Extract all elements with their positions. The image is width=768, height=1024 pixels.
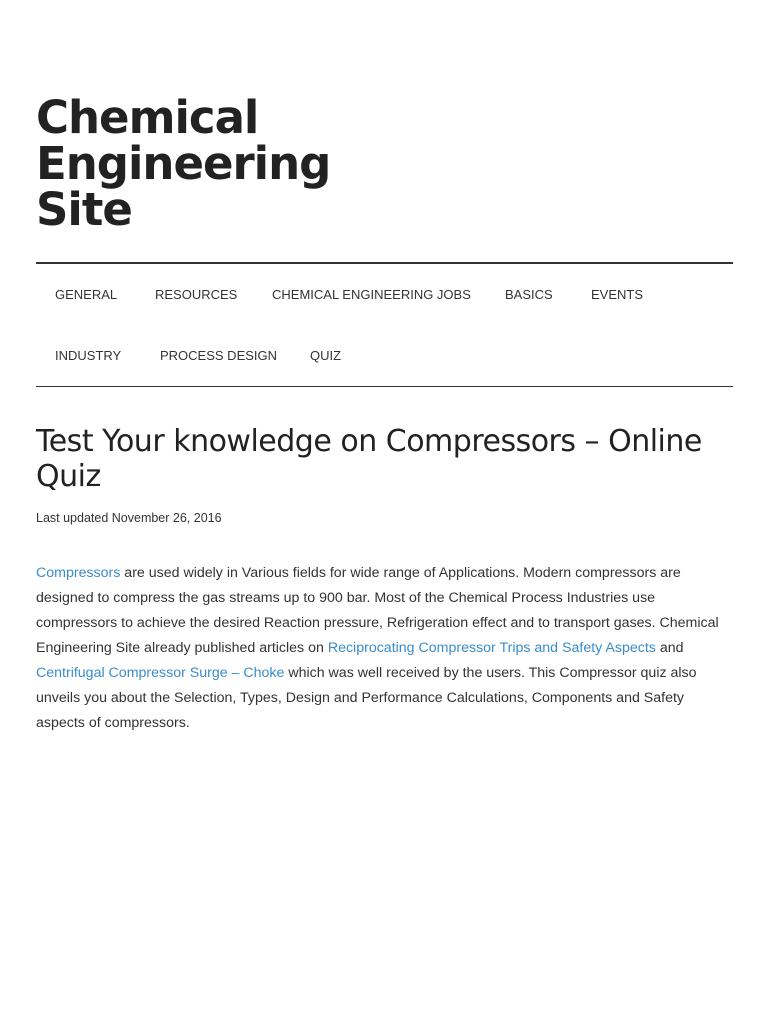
nav-item-chemical-engineering-jobs[interactable]: CHEMICAL ENGINEERING JOBS bbox=[272, 287, 471, 302]
body-text: which was well received by the users. This Compressor quiz also unveils you about the Selection, Types, Design and Performance Calculations, Components and Safety aspects of compressors. bbox=[36, 665, 697, 731]
site-title-line: Site bbox=[36, 183, 132, 236]
reciprocating-compressor-link[interactable]: Reciprocating Compressor Trips and Safety Aspects bbox=[327, 640, 656, 656]
compressors-link[interactable]: Compressors bbox=[36, 565, 121, 581]
nav-item-process-design[interactable]: PROCESS DESIGN bbox=[160, 348, 278, 363]
centrifugal-compressor-link[interactable]: Centrifugal Compressor Surge – Choke bbox=[36, 665, 285, 681]
main-navigation bbox=[36, 262, 733, 387]
article-body bbox=[36, 561, 736, 736]
nav-item-quiz[interactable]: QUIZ bbox=[310, 348, 342, 363]
site-title-link[interactable] bbox=[36, 91, 356, 236]
nav-item-industry[interactable]: INDUSTRY bbox=[55, 348, 122, 363]
site-title-line: Chemical bbox=[36, 91, 259, 144]
nav-item-basics[interactable]: BASICS bbox=[505, 287, 553, 302]
site-title-line: Engineering bbox=[36, 137, 331, 190]
nav-item-events[interactable]: EVENTS bbox=[591, 287, 644, 302]
body-text: and bbox=[655, 640, 684, 656]
nav-item-general[interactable]: GENERAL bbox=[55, 287, 118, 302]
nav-item-resources[interactable]: RESOURCES bbox=[155, 287, 238, 302]
article-last-updated: Last updated November 26, 2016 bbox=[36, 511, 222, 525]
article-title: Test Your knowledge on Compressors – Online Quiz bbox=[36, 424, 702, 494]
body-text: are used widely in Various fields for wide range of Applications. Modern compressors are designed to compress the gas streams up to 900 bar. Most of the Chemical Process Industries use compressors to achieve the desired Reaction pressure, Refrigeration effect and to transport gases. Chemical Engineering Site already published articles on bbox=[36, 565, 719, 656]
